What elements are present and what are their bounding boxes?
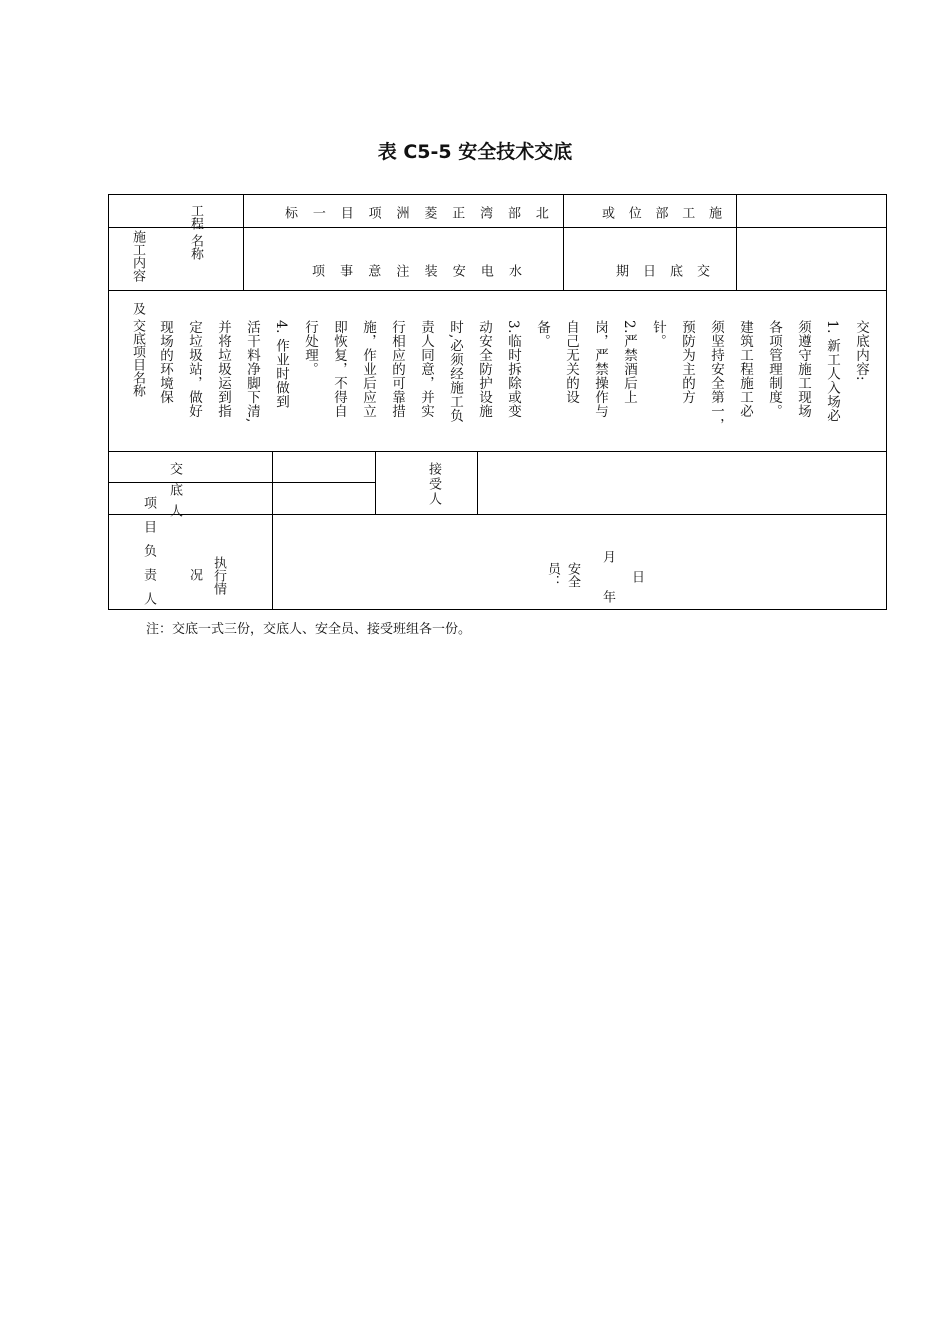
construction-part-char: 施 xyxy=(706,206,721,219)
content-line: 现场的环境保 xyxy=(157,320,173,404)
project-name-char: 湾 xyxy=(477,206,493,219)
project-name-label-line2: 名称 xyxy=(188,234,203,261)
project-name-char: 正 xyxy=(449,206,465,219)
construction-content-line2: 及 xyxy=(130,302,145,316)
receiver-signature[interactable] xyxy=(479,453,884,512)
content-line: 2.严禁酒后上 xyxy=(621,320,637,404)
receiver-label: 接受人 xyxy=(426,462,441,507)
content-line: 针。 xyxy=(650,320,666,348)
date-day: 日 xyxy=(629,570,644,583)
project-name-value xyxy=(280,206,550,219)
table-border-left xyxy=(108,194,109,609)
row-divider-5 xyxy=(108,514,887,515)
col-divider-right xyxy=(736,194,737,290)
safety-officer-label xyxy=(542,562,582,588)
col-divider-sign-1 xyxy=(272,451,273,609)
content-line: 并将垃圾运到指 xyxy=(215,320,231,418)
project-name-char: 北 xyxy=(532,206,548,219)
row-divider-3 xyxy=(108,451,887,452)
project-name-label-line1: 工程 xyxy=(188,204,203,230)
disclosure-item-char: 意 xyxy=(365,264,381,277)
construction-part-char: 工 xyxy=(679,206,695,219)
row-divider-1 xyxy=(108,227,887,228)
disclosure-item-char: 事 xyxy=(337,264,353,277)
construction-part-char: 或 xyxy=(599,206,614,219)
project-name-char: 目 xyxy=(337,206,353,219)
project-name-char: 一 xyxy=(309,206,325,219)
execution-status-line2: 况 xyxy=(187,568,202,581)
construction-content-line1: 施工内容 xyxy=(130,230,145,282)
execution-status-line1: 执行情 xyxy=(211,556,226,595)
content-line: 时,必须经施工负 xyxy=(447,320,463,423)
construction-part-char: 部 xyxy=(652,206,668,219)
content-line: 岗，严禁操作与 xyxy=(592,320,608,418)
col-divider-sign-3 xyxy=(477,451,478,514)
content-line: 须坚持安全第一， xyxy=(708,320,724,432)
disclosure-item-char: 装 xyxy=(421,264,437,277)
date-month: 月 xyxy=(600,550,615,563)
construction-part-char: 位 xyxy=(625,206,641,219)
row-divider-2 xyxy=(108,290,887,291)
project-name-char: 项 xyxy=(365,206,381,219)
content-line: 行相应的可靠措 xyxy=(389,320,405,418)
content-line: 备。 xyxy=(534,320,550,348)
content-line: 1. 新工人入场必 xyxy=(824,320,840,423)
project-name-label xyxy=(186,196,204,260)
disclosure-date-char: 交 xyxy=(694,264,709,277)
content-line: 各项管理制度。 xyxy=(766,320,782,418)
project-manager-label: 项目负责人 xyxy=(141,496,156,616)
handover-person-label: 交底人 xyxy=(167,462,182,525)
project-name-char: 菱 xyxy=(421,206,437,219)
content-line: 自己无关的设 xyxy=(563,320,579,404)
disclosure-item-char: 注 xyxy=(393,264,409,277)
footnote: 注：交底一式三份，交底人、安全员、接受班组各一份。 xyxy=(146,622,472,637)
disclosure-item-char: 项 xyxy=(309,264,324,277)
disclosure-item-value xyxy=(307,264,523,277)
construction-part-label xyxy=(597,206,723,219)
col-divider-label xyxy=(243,194,244,290)
content-line: 建筑工程施工必 xyxy=(737,320,753,418)
project-name-char: 部 xyxy=(505,206,520,219)
row-divider-4 xyxy=(108,482,375,483)
table-border-bottom xyxy=(108,609,887,610)
content-line: 交底内容: xyxy=(853,320,869,382)
document-title: 表 C5-5 安全技术交底 xyxy=(377,141,573,163)
disclosure-date-char: 期 xyxy=(613,264,628,277)
disclosure-date-char: 底 xyxy=(667,264,682,277)
disclosure-item-char: 水 xyxy=(505,264,521,277)
content-line: 责人同意，并实 xyxy=(418,320,434,418)
content-line: 定垃圾站，做好 xyxy=(186,320,202,418)
disclosure-item-char: 电 xyxy=(477,264,493,277)
content-line: 施，作业后应立 xyxy=(360,320,376,418)
content-line: 4. 作业时做到 xyxy=(273,320,289,409)
col-divider-middle xyxy=(563,194,564,290)
disclosure-item-char: 安 xyxy=(449,264,465,277)
content-line: 活干料净脚下清, xyxy=(244,320,260,423)
safety-officer-line1: 安全 xyxy=(565,562,580,588)
disclosure-content xyxy=(117,320,875,448)
project-name-char: 洲 xyxy=(393,206,409,219)
execution-status-label xyxy=(182,556,230,595)
disclosure-date-label xyxy=(611,264,711,277)
project-name-char: 标 xyxy=(282,206,297,219)
table-border-right xyxy=(886,194,887,609)
content-line: 3.临时拆除或变 xyxy=(505,320,521,418)
safety-officer-line2: 员： xyxy=(545,562,560,588)
handover-person-signature[interactable] xyxy=(274,453,373,481)
table-border-top xyxy=(108,194,887,195)
construction-content-line3: 交底项目名称 xyxy=(130,319,145,398)
content-line: 行处理。 xyxy=(302,320,318,376)
content-line: 须遵守施工现场 xyxy=(795,320,811,418)
col-divider-sign-2 xyxy=(375,451,376,514)
date-year: 年 xyxy=(600,590,615,603)
content-line: 即恢复，不得自 xyxy=(331,320,347,418)
disclosure-date-char: 日 xyxy=(640,264,655,277)
content-line: 预防为主的方 xyxy=(679,320,695,404)
content-line: 动安全防护设施 xyxy=(476,320,492,418)
project-manager-signature[interactable] xyxy=(274,484,373,512)
